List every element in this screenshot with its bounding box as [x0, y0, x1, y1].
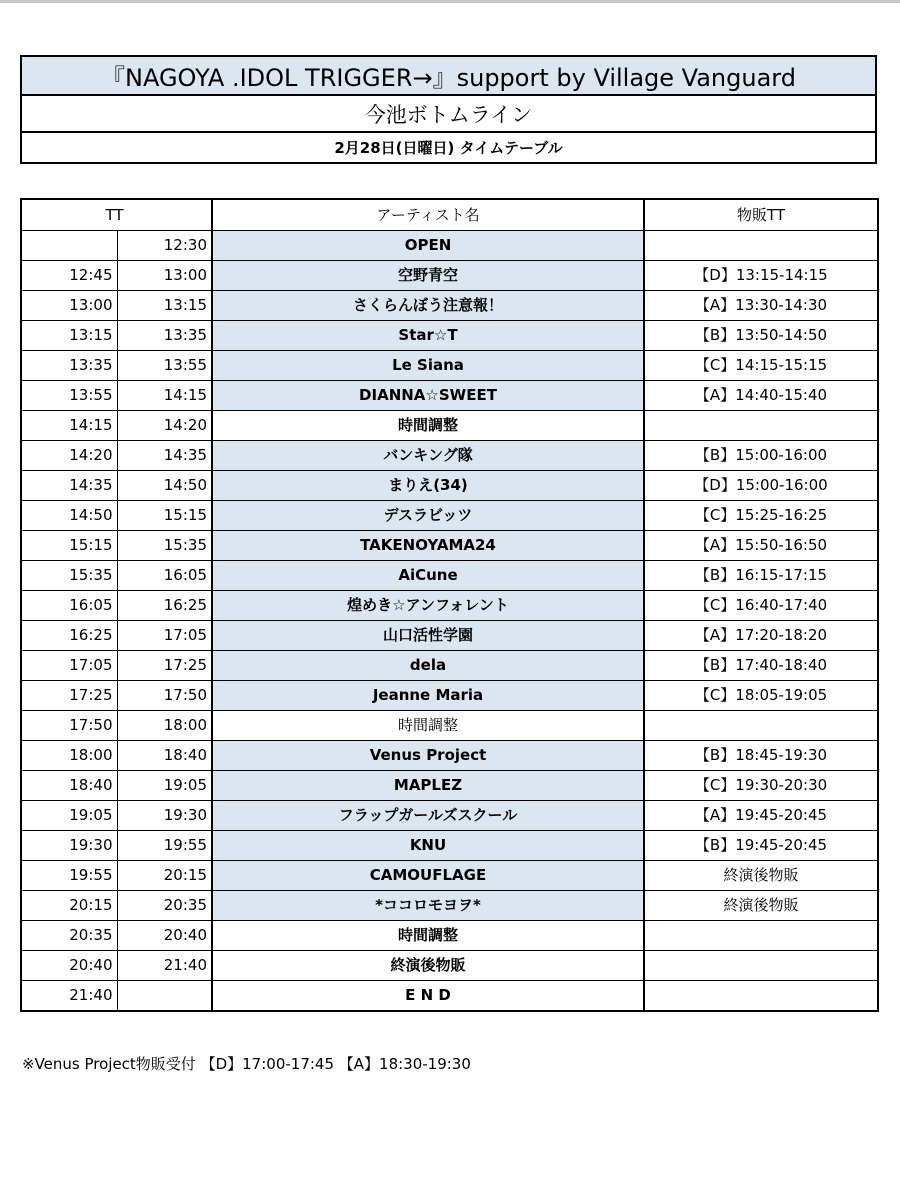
artist-name: 煌めき☆アンフォレント [212, 591, 644, 621]
artist-name: さくらんぼう注意報！ [212, 291, 644, 321]
artist-name: Le Siana [212, 351, 644, 381]
table-row [21, 381, 878, 411]
end-time: 13:55 [117, 351, 212, 381]
start-time: 16:25 [21, 621, 117, 651]
start-time: 20:15 [21, 891, 117, 921]
start-time: 13:55 [21, 381, 117, 411]
start-time: 16:05 [21, 591, 117, 621]
table-row [21, 471, 878, 501]
merch-time: 【D】13:15-14:15 [644, 261, 878, 291]
merch-time [644, 411, 878, 441]
table-row [21, 411, 878, 441]
artist-name: TAKENOYAMA24 [212, 531, 644, 561]
start-time [21, 231, 117, 261]
end-time: 20:40 [117, 921, 212, 951]
table-row [21, 351, 878, 381]
artist-name: 時間調整 [212, 921, 644, 951]
end-time: 17:05 [117, 621, 212, 651]
artist-name: デスラビッツ [212, 501, 644, 531]
merch-time: 終演後物販 [644, 861, 878, 891]
start-time: 21:40 [21, 981, 117, 1012]
merch-time: 終演後物販 [644, 891, 878, 921]
merch-time: 【B】18:45-19:30 [644, 741, 878, 771]
end-time: 21:40 [117, 951, 212, 981]
header-block [20, 55, 877, 164]
artist-name: まりえ(34) [212, 471, 644, 501]
merch-time [644, 981, 878, 1012]
end-time: 12:30 [117, 231, 212, 261]
table-row [21, 651, 878, 681]
merch-time: 【C】16:40-17:40 [644, 591, 878, 621]
start-time: 17:25 [21, 681, 117, 711]
start-time: 19:55 [21, 861, 117, 891]
end-time: 14:15 [117, 381, 212, 411]
end-time: 16:05 [117, 561, 212, 591]
start-time: 18:00 [21, 741, 117, 771]
table-row [21, 711, 878, 741]
artist-name: 時間調整 [212, 411, 644, 441]
end-time: 14:50 [117, 471, 212, 501]
start-time: 20:35 [21, 921, 117, 951]
table-row [21, 531, 878, 561]
merch-time: 【A】13:30-14:30 [644, 291, 878, 321]
table-row [21, 891, 878, 921]
start-time: 19:05 [21, 801, 117, 831]
table-row [21, 231, 878, 261]
table-row [21, 441, 878, 471]
top-divider [0, 0, 900, 3]
merch-time [644, 921, 878, 951]
end-time [117, 981, 212, 1012]
merch-time: 【B】15:00-16:00 [644, 441, 878, 471]
merch-time [644, 711, 878, 741]
start-time: 14:50 [21, 501, 117, 531]
merch-time: 【B】16:15-17:15 [644, 561, 878, 591]
table-row [21, 501, 878, 531]
artist-name: Venus Project [212, 741, 644, 771]
artist-name: Star☆T [212, 321, 644, 351]
col-header-artist: アーティスト名 [212, 199, 644, 231]
merch-time: 【A】14:40-15:40 [644, 381, 878, 411]
start-time: 13:00 [21, 291, 117, 321]
end-time: 13:15 [117, 291, 212, 321]
start-time: 14:20 [21, 441, 117, 471]
table-row [21, 681, 878, 711]
footnote: ※Venus Project物販受付 【D】17:00-17:45 【A】18:30-19:30 [22, 1055, 471, 1073]
merch-time: 【C】18:05-19:05 [644, 681, 878, 711]
artist-name: AiCune [212, 561, 644, 591]
end-time: 18:40 [117, 741, 212, 771]
artist-name: DIANNA☆SWEET [212, 381, 644, 411]
merch-time: 【A】19:45-20:45 [644, 801, 878, 831]
end-time: 14:35 [117, 441, 212, 471]
table-row [21, 561, 878, 591]
start-time: 14:15 [21, 411, 117, 441]
timetable [20, 198, 879, 1012]
artist-name: dela [212, 651, 644, 681]
merch-time: 【C】19:30-20:30 [644, 771, 878, 801]
artist-name: CAMOUFLAGE [212, 861, 644, 891]
end-time: 19:30 [117, 801, 212, 831]
start-time: 14:35 [21, 471, 117, 501]
merch-time: 【C】14:15-15:15 [644, 351, 878, 381]
start-time: 20:40 [21, 951, 117, 981]
table-row [21, 861, 878, 891]
col-header-tt: TT [21, 199, 212, 231]
end-time: 19:55 [117, 831, 212, 861]
merch-time: 【D】15:00-16:00 [644, 471, 878, 501]
table-row [21, 291, 878, 321]
artist-name: Jeanne Maria [212, 681, 644, 711]
table-row [21, 741, 878, 771]
table-row [21, 771, 878, 801]
merch-time: 【B】17:40-18:40 [644, 651, 878, 681]
artist-name: OPEN [212, 231, 644, 261]
end-time: 13:35 [117, 321, 212, 351]
table-row [21, 951, 878, 981]
start-time: 18:40 [21, 771, 117, 801]
table-row [21, 591, 878, 621]
table-row [21, 261, 878, 291]
table-row [21, 921, 878, 951]
start-time: 15:35 [21, 561, 117, 591]
end-time: 19:05 [117, 771, 212, 801]
end-time: 16:25 [117, 591, 212, 621]
end-time: 18:00 [117, 711, 212, 741]
table-row [21, 621, 878, 651]
merch-time [644, 951, 878, 981]
start-time: 13:15 [21, 321, 117, 351]
artist-name: 時間調整 [212, 711, 644, 741]
venue-name: 今池ボトムライン [21, 95, 876, 132]
start-time: 15:15 [21, 531, 117, 561]
artist-name: 終演後物販 [212, 951, 644, 981]
end-time: 20:35 [117, 891, 212, 921]
merch-time: 【C】15:25-16:25 [644, 501, 878, 531]
merch-time: 【B】19:45-20:45 [644, 831, 878, 861]
start-time: 13:35 [21, 351, 117, 381]
end-time: 14:20 [117, 411, 212, 441]
event-date: 2月28日(日曜日) タイムテーブル [21, 132, 876, 163]
artist-name: 山口活性学園 [212, 621, 644, 651]
end-time: 13:00 [117, 261, 212, 291]
artist-name: KNU [212, 831, 644, 861]
table-row [21, 981, 878, 1012]
artist-name: 空野青空 [212, 261, 644, 291]
table-row [21, 801, 878, 831]
merch-time [644, 231, 878, 261]
timetable-header-row [21, 199, 878, 231]
col-header-merch: 物販TT [644, 199, 878, 231]
end-time: 17:50 [117, 681, 212, 711]
end-time: 17:25 [117, 651, 212, 681]
end-time: 15:15 [117, 501, 212, 531]
artist-name: *ココロモヨヲ* [212, 891, 644, 921]
artist-name: MAPLEZ [212, 771, 644, 801]
artist-name: バンキング隊 [212, 441, 644, 471]
table-row [21, 321, 878, 351]
artist-name: E N D [212, 981, 644, 1012]
artist-name: フラップガールズスクール [212, 801, 644, 831]
merch-time: 【A】17:20-18:20 [644, 621, 878, 651]
end-time: 15:35 [117, 531, 212, 561]
merch-time: 【B】13:50-14:50 [644, 321, 878, 351]
merch-time: 【A】15:50-16:50 [644, 531, 878, 561]
event-title: 『NAGOYA .IDOL TRIGGER→』support by Village Vanguard [21, 56, 876, 95]
start-time: 12:45 [21, 261, 117, 291]
start-time: 17:05 [21, 651, 117, 681]
start-time: 19:30 [21, 831, 117, 861]
start-time: 17:50 [21, 711, 117, 741]
table-row [21, 831, 878, 861]
end-time: 20:15 [117, 861, 212, 891]
